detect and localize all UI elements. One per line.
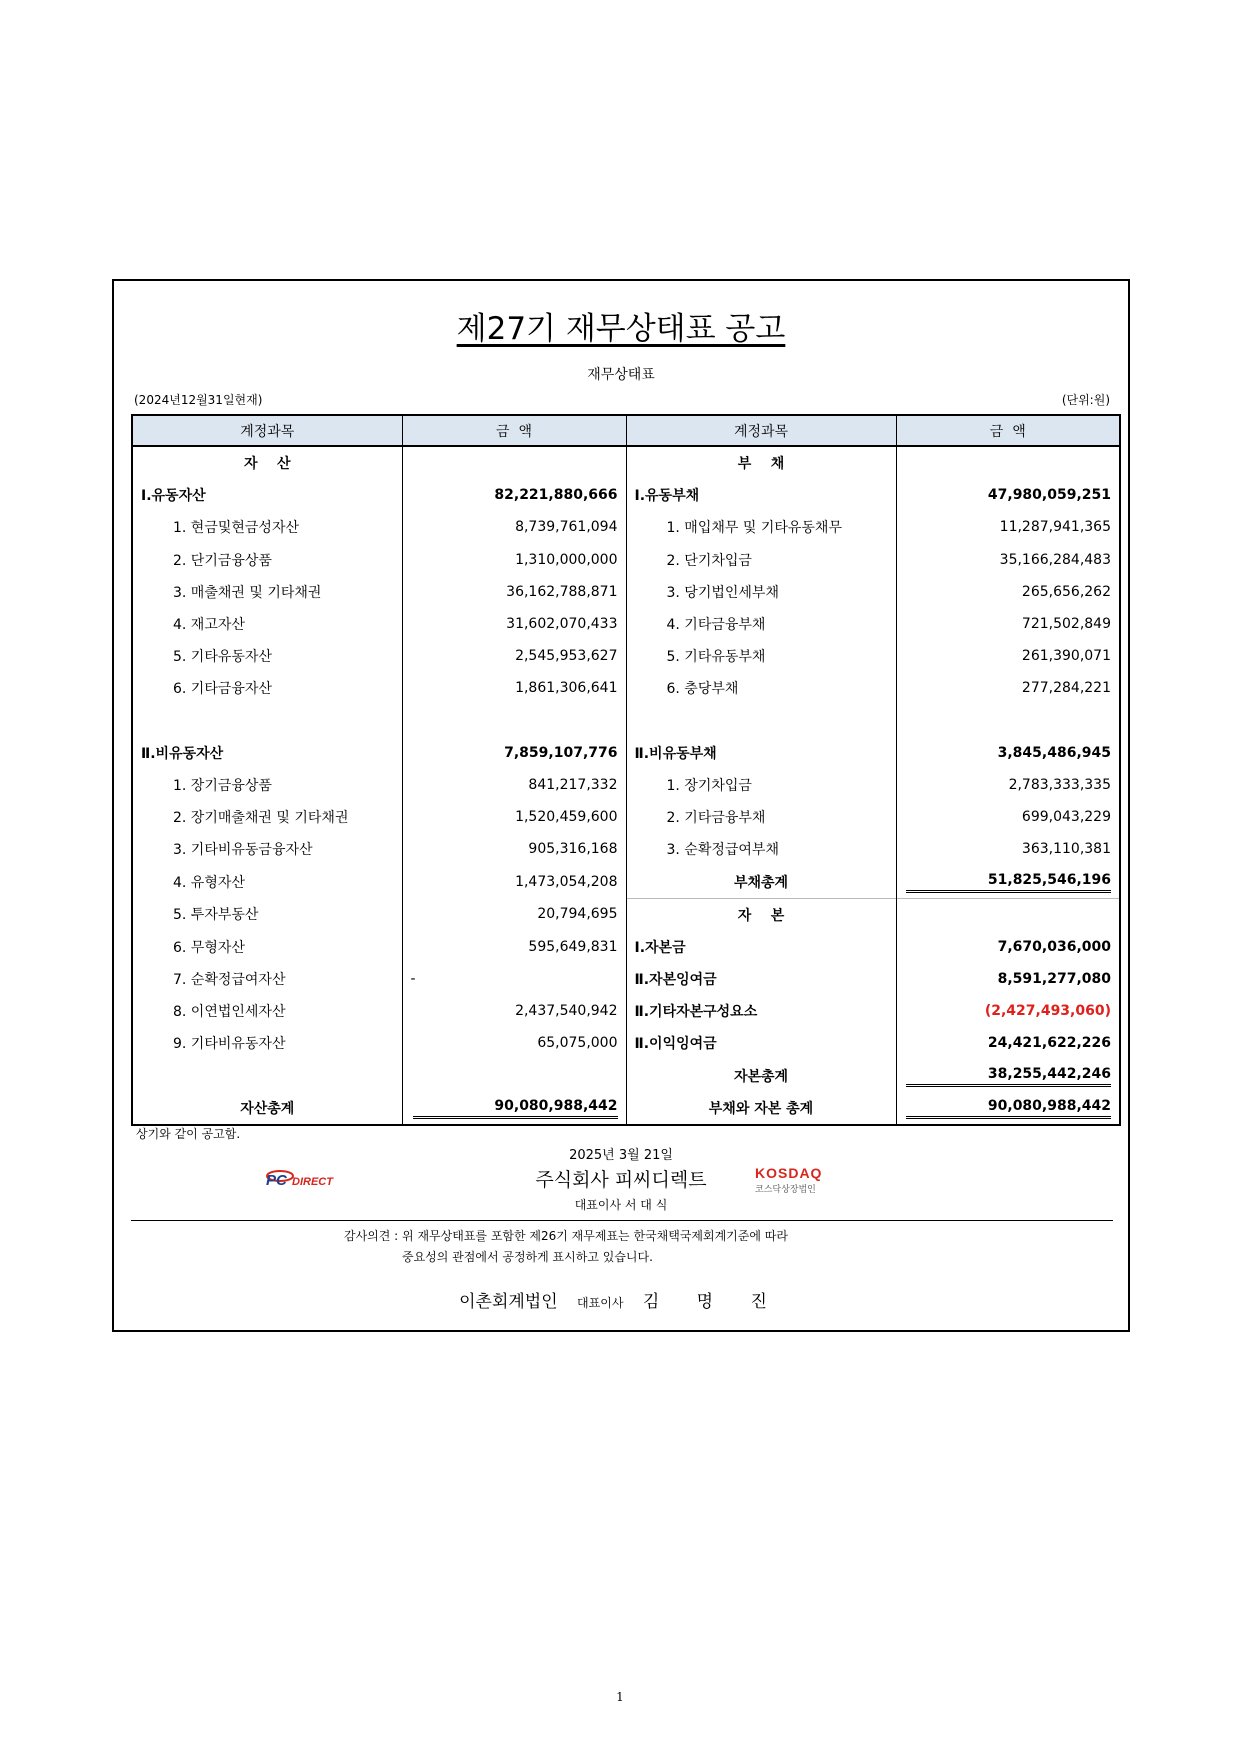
right-amount-cell: 261,390,071: [1021, 648, 1111, 665]
left-amount-cell: [402, 1060, 626, 1092]
table-row: [132, 672, 1120, 704]
left-amount-cell: 1,861,306,641: [402, 672, 626, 704]
publication-date: 2025년 3월 21일: [569, 1148, 673, 1163]
table-row: [132, 737, 1120, 769]
left-amount-cell: [402, 1092, 626, 1125]
header-account-left: 계정과목: [132, 415, 402, 446]
left-amount-cell: 595,649,831: [402, 931, 626, 963]
left-account-cell: 6. 기타금융자산: [132, 672, 402, 704]
right-amount-cell: 8,591,277,080: [997, 971, 1111, 988]
right-amount-cell: 277,284,221: [1021, 680, 1111, 697]
left-account-cell: 3. 매출채권 및 기타채권: [132, 576, 402, 608]
right-amount-cell: 47,980,059,251: [987, 487, 1111, 504]
svg-text:DIRECT: DIRECT: [292, 1176, 333, 1188]
audit-opinion-line1: 감사의견 : 위 재무상태표를 포함한 제26기 재무제표는 한국채택국제회계기준에 따라: [344, 1229, 788, 1243]
left-amount-cell: 8,739,761,094: [402, 511, 626, 543]
table-row: [132, 801, 1120, 833]
right-amount-cell: 721,502,849: [1021, 616, 1111, 633]
right-account-cell: Ⅱ.비유동부채: [626, 737, 896, 769]
svg-text:KOSDAQ: KOSDAQ: [755, 1165, 823, 1181]
left-account-cell: [132, 1060, 402, 1092]
table-row: [132, 446, 1120, 479]
left-amount-cell: 1,520,459,600: [402, 801, 626, 833]
right-account-cell: 1. 매입채무 및 기타유동채무: [626, 511, 896, 543]
left-account-cell: 9. 기타비유동자산: [132, 1027, 402, 1059]
ceo-line: 대표이사 서 대 식: [574, 1198, 668, 1212]
svg-text:코스닥상장법인: 코스닥상장법인: [755, 1185, 816, 1195]
left-amount-cell: 31,602,070,433: [402, 608, 626, 640]
total-amount: 38,255,442,246: [906, 1064, 1111, 1087]
auditor-name: 김 명 진: [642, 1292, 783, 1312]
table-row: [132, 898, 1120, 931]
left-account-cell: 8. 이연법인세자산: [132, 995, 402, 1027]
left-account-cell: 4. 재고자산: [132, 608, 402, 640]
left-amount-cell: 82,221,880,666: [402, 479, 626, 511]
right-account-cell: 5. 기타유동부채: [626, 640, 896, 672]
left-account-cell: [132, 705, 402, 737]
table-row: [132, 931, 1120, 963]
page-number: 1: [616, 1690, 624, 1704]
divider: [131, 1220, 1113, 1221]
table-row: [132, 1027, 1120, 1059]
right-account-cell: Ⅰ.자본금: [626, 931, 896, 963]
right-amount-cell: 2,783,333,335: [1008, 776, 1111, 793]
left-amount-cell: 841,217,332: [402, 769, 626, 801]
right-amount-cell: 265,656,262: [1021, 583, 1111, 600]
left-account-cell: Ⅰ.유동자산: [132, 479, 402, 511]
right-account-cell: 1. 장기차입금: [626, 769, 896, 801]
left-account-cell: 자 산: [132, 446, 402, 479]
audit-opinion-line2: 중요성의 관점에서 공정하게 표시하고 있습니다.: [402, 1250, 653, 1264]
table-row: [132, 963, 1120, 995]
left-account-cell: 5. 기타유동자산: [132, 640, 402, 672]
table-row: [132, 1060, 1120, 1092]
right-amount-cell: [896, 865, 1120, 898]
right-amount-cell: [896, 898, 1120, 931]
company-name: 주식회사 피씨디렉트: [535, 1169, 707, 1191]
auditor-signature: [114, 1287, 1128, 1312]
table-row: [132, 479, 1120, 511]
left-account-cell: Ⅱ.비유동자산: [132, 737, 402, 769]
page-title: 제27기 재무상태표 공고: [456, 311, 786, 347]
table-row: [132, 511, 1120, 543]
right-amount-cell: 363,110,381: [1021, 841, 1111, 858]
left-amount-cell: 1,473,054,208: [402, 865, 626, 898]
left-amount-cell: 36,162,788,871: [402, 576, 626, 608]
right-account-cell: 3. 순확정급여부채: [626, 833, 896, 865]
right-amount-cell: 11,287,941,365: [999, 519, 1111, 536]
right-account-cell: 2. 단기차입금: [626, 544, 896, 576]
right-account-cell: 부채총계: [626, 865, 896, 898]
left-account-cell: 5. 투자부동산: [132, 898, 402, 931]
right-amount-cell: 3,845,486,945: [997, 744, 1111, 761]
left-amount-cell: [402, 705, 626, 737]
table-row: [132, 640, 1120, 672]
table-row: [132, 576, 1120, 608]
left-account-cell: 6. 무형자산: [132, 931, 402, 963]
left-amount-cell: 20,794,695: [402, 898, 626, 931]
right-account-cell: Ⅱ.이익잉여금: [626, 1027, 896, 1059]
subtitle: 재무상태표: [587, 367, 655, 383]
table-row: [132, 608, 1120, 640]
right-account-cell: 6. 충당부채: [626, 672, 896, 704]
notice-frame: [112, 279, 1130, 1332]
table-row: [132, 1092, 1120, 1125]
auditor-title: 대표이사: [577, 1296, 624, 1310]
table-row: [132, 544, 1120, 576]
left-account-cell: 1. 장기금융상품: [132, 769, 402, 801]
right-amount-cell: (2,427,493,060): [984, 1003, 1111, 1020]
right-amount-cell: 24,421,622,226: [987, 1035, 1111, 1052]
unit-note: (단위:원): [1061, 393, 1110, 407]
right-account-cell: 부 채: [626, 446, 896, 479]
left-amount-cell: [402, 446, 626, 479]
left-account-cell: 자산총계: [132, 1092, 402, 1125]
left-amount-cell: 2,545,953,627: [402, 640, 626, 672]
right-amount-cell: [896, 446, 1120, 479]
auditor-firm: 이촌회계법인: [459, 1292, 558, 1312]
left-amount-cell: 1,310,000,000: [402, 544, 626, 576]
right-amount-cell: 7,670,036,000: [997, 938, 1111, 955]
right-account-cell: 3. 당기법인세부채: [626, 576, 896, 608]
table-row: [132, 833, 1120, 865]
date-note: (2024년12월31일현재): [134, 393, 263, 407]
left-account-cell: 4. 유형자산: [132, 865, 402, 898]
header-amount-left: 금 액: [402, 415, 626, 446]
svg-text:PC: PC: [266, 1172, 287, 1189]
right-amount-cell: [896, 705, 1120, 737]
total-amount: 90,080,988,442: [413, 1096, 618, 1119]
right-account-cell: [626, 705, 896, 737]
left-amount-cell: -: [402, 963, 626, 995]
closing-note: 상기와 같이 공고함.: [136, 1127, 241, 1141]
balance-sheet-table: [131, 414, 1121, 1126]
left-amount-cell: 905,316,168: [402, 833, 626, 865]
right-account-cell: Ⅰ.유동부채: [626, 479, 896, 511]
total-amount: 51,825,546,196: [906, 870, 1111, 893]
total-amount: 90,080,988,442: [906, 1096, 1111, 1119]
left-amount-cell: 7,859,107,776: [402, 737, 626, 769]
right-account-cell: 4. 기타금융부채: [626, 608, 896, 640]
right-account-cell: Ⅱ.자본잉여금: [626, 963, 896, 995]
left-account-cell: 7. 순확정급여자산: [132, 963, 402, 995]
left-amount-cell: 65,075,000: [402, 1027, 626, 1059]
left-account-cell: 2. 단기금융상품: [132, 544, 402, 576]
right-account-cell: 부채와 자본 총계: [626, 1092, 896, 1125]
right-account-cell: Ⅱ.기타자본구성요소: [626, 995, 896, 1027]
kosdaq-logo: [755, 1163, 835, 1197]
left-account-cell: 1. 현금및현금성자산: [132, 511, 402, 543]
right-amount-cell: 699,043,229: [1021, 809, 1111, 826]
right-amount-cell: 35,166,284,483: [999, 551, 1111, 568]
right-account-cell: 자본총계: [626, 1060, 896, 1092]
header-account-right: 계정과목: [626, 415, 896, 446]
left-amount-cell: 2,437,540,942: [402, 995, 626, 1027]
left-account-cell: 3. 기타비유동금융자산: [132, 833, 402, 865]
table-header-row: [132, 415, 1120, 446]
right-account-cell: 자 본: [626, 898, 896, 931]
right-amount-cell: [896, 1060, 1120, 1092]
table-row: [132, 995, 1120, 1027]
balance-sheet-body: [132, 446, 1120, 1125]
table-row: [132, 769, 1120, 801]
left-account-cell: 2. 장기매출채권 및 기타채권: [132, 801, 402, 833]
right-amount-cell: [896, 1092, 1120, 1125]
header-amount-right: 금 액: [896, 415, 1120, 446]
right-account-cell: 2. 기타금융부채: [626, 801, 896, 833]
table-row: [132, 705, 1120, 737]
table-row: [132, 865, 1120, 898]
